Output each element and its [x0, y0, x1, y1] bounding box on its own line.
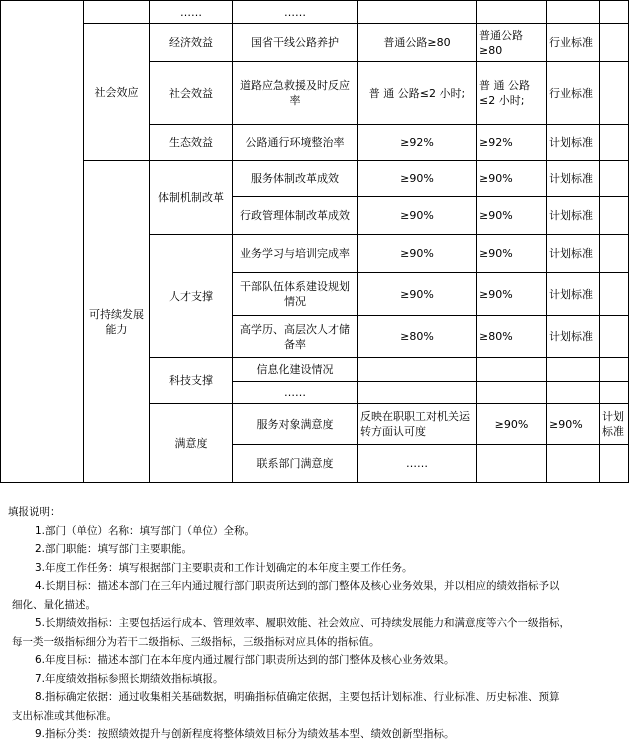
cell-blank	[477, 1, 547, 24]
cell-annual-target: ≥90%	[547, 404, 600, 445]
cell-indicator: 反映在职职工对机关运转方面认可度	[358, 404, 477, 445]
cell-annual-target: ≥80%	[477, 316, 547, 358]
cell-level3: 经济效益	[150, 24, 233, 62]
cell-annual-target: 普 通 公路≤2 小时;	[477, 62, 547, 125]
note-item: 1.部门（单位）名称：填写部门（单位）全称。	[35, 524, 256, 537]
cell-level3: 生态效益	[150, 125, 233, 161]
cell-social-effect: 社会效应	[84, 24, 150, 161]
cell-long-target: ≥90%	[358, 161, 477, 197]
cell-annual-target: ≥90%	[477, 273, 547, 316]
table-row	[1, 24, 629, 62]
note-item-continued: 每一类一级指标细分为若干二级指标、三级指标，三级指标对应具体的指标值。	[12, 635, 380, 648]
cell-blank	[600, 125, 629, 161]
cell-blank	[600, 62, 629, 125]
cell-basis: 计划标准	[547, 161, 600, 197]
cell-blank	[600, 382, 629, 404]
note-item: 4.长期目标：描述本部门在三年内通过履行部门职责所达到的部门整体及核心业务效果，并以相应的绩效指标予以	[35, 580, 560, 592]
note-item-continued: 支出标准或其他标准。	[12, 709, 117, 722]
note-item-continued: 细化、量化描述。	[12, 598, 96, 611]
cell-blank	[600, 24, 629, 62]
cell-long-target: 普 通 公路≤2 小时;	[358, 62, 477, 125]
cell-satisfaction: 满意度	[150, 404, 233, 483]
cell-blank	[358, 1, 477, 24]
cell-long-target: ≥92%	[358, 125, 477, 161]
cell-indicator: 高学历、高层次人才储备率	[233, 316, 358, 358]
cell-annual-target: ≥90%	[477, 235, 547, 273]
cell-indicator: ……	[233, 1, 358, 24]
cell-basis: 计划标准	[547, 197, 600, 235]
cell-blank	[358, 358, 477, 382]
cell-indicator: ……	[233, 382, 358, 404]
cell-blank	[600, 273, 629, 316]
cell-indicator: 行政管理体制改革成效	[233, 197, 358, 235]
note-item: 3.年度工作任务：填写根据部门主要职责和工作计划确定的本年度主要工作任务。	[35, 561, 413, 574]
cell-annual-target: ≥92%	[477, 125, 547, 161]
cell-basis: 计划标准	[547, 273, 600, 316]
cell-long-target: ≥90%	[358, 273, 477, 316]
cell-long-target: ≥80%	[358, 316, 477, 358]
note-item: 8.指标确定依据：通过收集相关基础数据，明确指标值确定依据，主要包括计划标准、行业标准、历史标准、预算	[35, 691, 560, 703]
cell-long-target: 普通公路≥80	[358, 24, 477, 62]
cell-annual-target: ≥90%	[477, 161, 547, 197]
cell-blank	[358, 382, 477, 404]
filling-instructions	[8, 503, 628, 744]
cell-basis: 行业标准	[547, 24, 600, 62]
cell-blank	[600, 358, 629, 382]
cell-basis: 计划标准	[547, 235, 600, 273]
cell-blank	[600, 197, 629, 235]
cell-indicator: 干部队伍体系建设规划情况	[233, 273, 358, 316]
cell-indicator: 信息化建设情况	[233, 358, 358, 382]
cell-level3: 联系部门满意度	[233, 445, 358, 483]
cell-level3: 服务对象满意度	[233, 404, 358, 445]
cell-long-target: ≥90%	[358, 235, 477, 273]
cell-indicator: 国省干线公路养护	[233, 24, 358, 62]
cell-indicator: 道路应急救援及时反应率	[233, 62, 358, 125]
table-row	[1, 1, 629, 24]
cell-blank	[600, 161, 629, 197]
cell-blank	[547, 358, 600, 382]
cell-indicator: 业务学习与培训完成率	[233, 235, 358, 273]
cell-level3: ……	[150, 1, 233, 24]
cell-blank	[547, 382, 600, 404]
note-item: 2.部门职能：填写部门主要职能。	[35, 543, 193, 555]
cell-blank	[600, 1, 629, 24]
cell-blank	[477, 382, 547, 404]
cell-level1-blank	[1, 1, 84, 483]
cell-blank	[477, 445, 547, 483]
cell-sustainability: 可持续发展能力	[84, 161, 150, 483]
cell-basis: 计划标准	[547, 125, 600, 161]
cell-blank	[600, 235, 629, 273]
table-row	[1, 161, 629, 197]
cell-indicator: 服务体制改革成效	[233, 161, 358, 197]
cell-tech-support: 科技支撑	[150, 358, 233, 404]
note-item: 9.指标分类：按照绩效提升与创新程度将整体绩效目标分为绩效基本型、绩效创新型指标。	[35, 728, 455, 740]
cell-blank	[600, 445, 629, 483]
note-item: 7.年度绩效指标参照长期绩效指标填报。	[35, 672, 224, 685]
cell-blank	[547, 1, 600, 24]
cell-blank	[547, 445, 600, 483]
cell-annual-target: ≥90%	[477, 197, 547, 235]
note-item: 5.长期绩效指标：主要包括运行成本、管理效率、履职效能、社会效应、可持续发展能力和满意度等六个一级指标，	[35, 617, 571, 629]
cell-basis: 计划标准	[547, 316, 600, 358]
cell-institutional-reform: 体制机制改革	[150, 161, 233, 235]
cell-blank	[600, 316, 629, 358]
note-item: 6.年度目标：描述本部门在本年度内通过履行部门职责所达到的部门整体及核心业务效果。	[35, 654, 455, 666]
cell-level3: 社会效益	[150, 62, 233, 125]
notes-title: 填报说明：	[8, 506, 61, 518]
cell-blank	[477, 358, 547, 382]
cell-long-target: ≥90%	[477, 404, 547, 445]
cell-level2-blank	[84, 1, 150, 24]
cell-long-target: ≥90%	[358, 197, 477, 235]
cell-indicator: ……	[358, 445, 477, 483]
cell-basis: 计划标准	[600, 404, 629, 445]
cell-annual-target: 普通公路≥80	[477, 24, 547, 62]
cell-basis: 行业标准	[547, 62, 600, 125]
cell-talent-support: 人才支撑	[150, 235, 233, 358]
cell-indicator: 公路通行环境整治率	[233, 125, 358, 161]
